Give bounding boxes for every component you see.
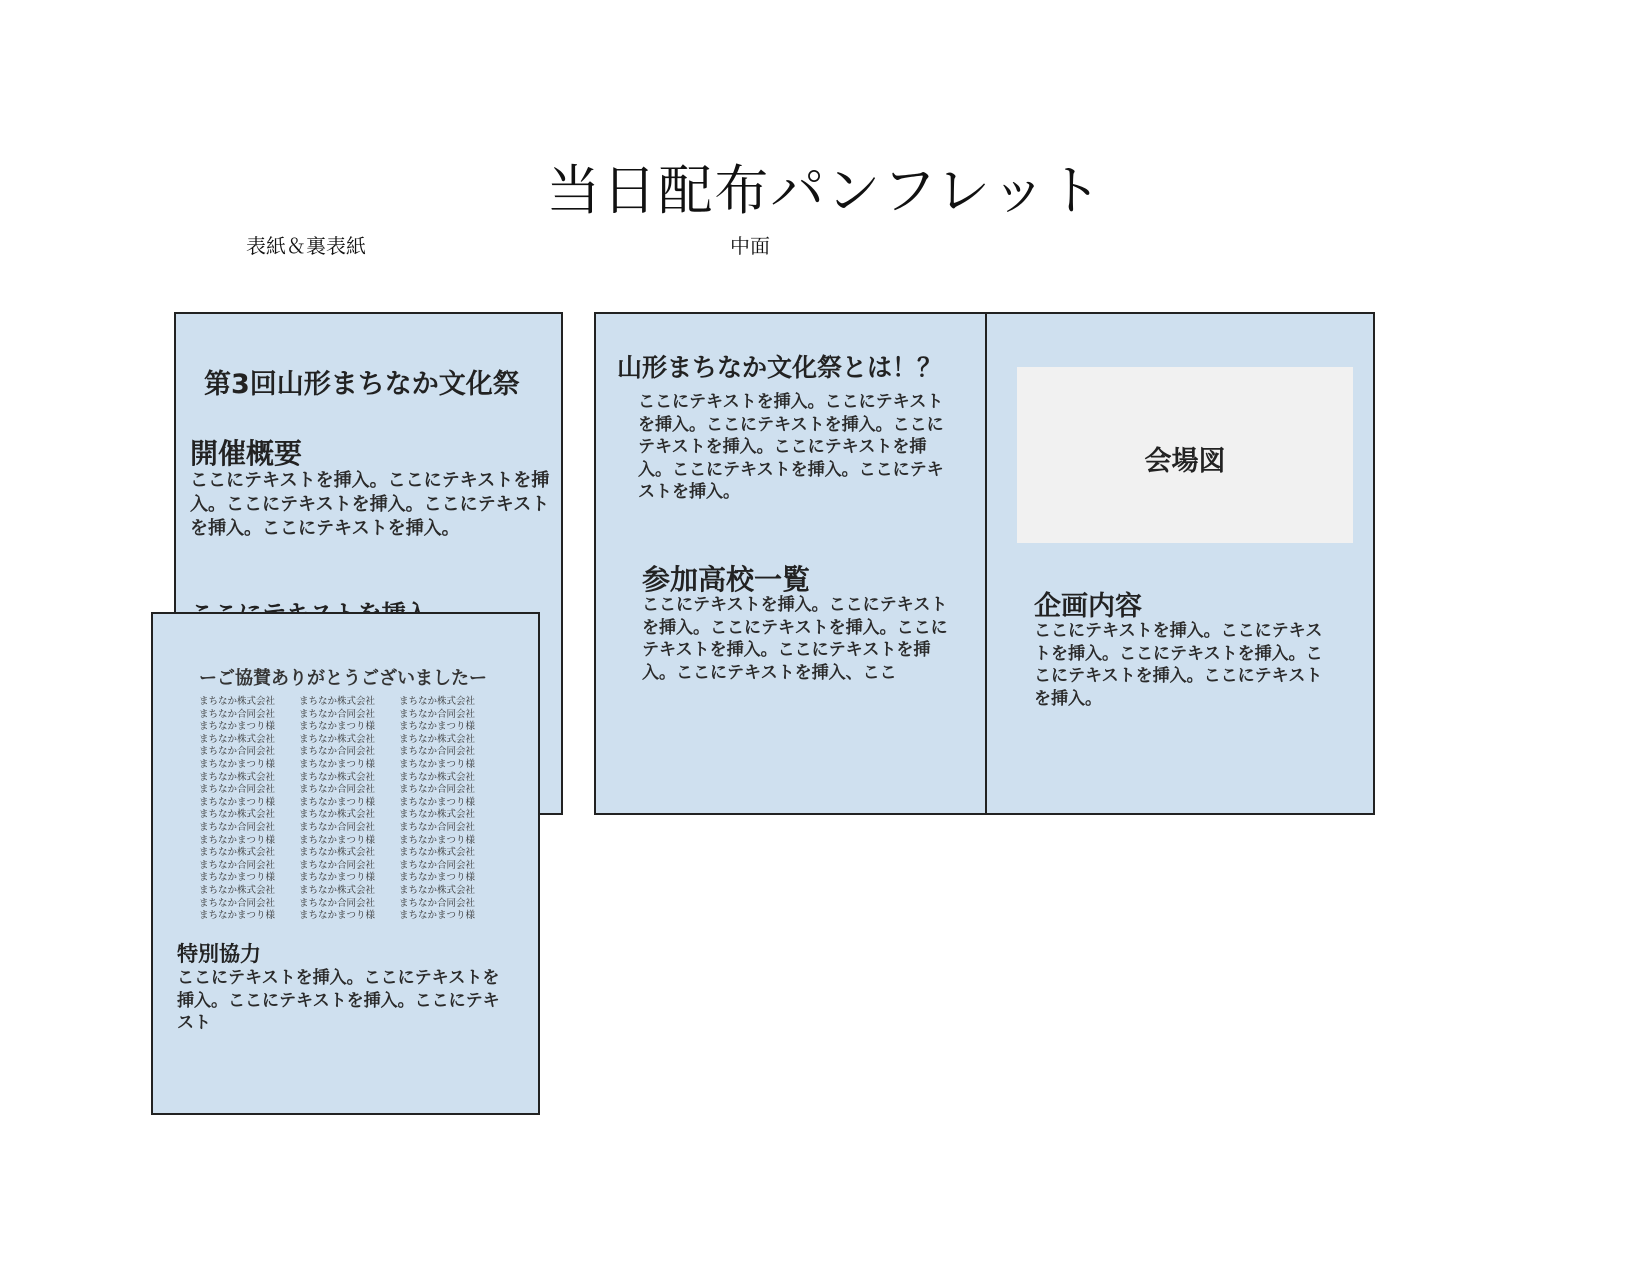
sponsor-name: まちなかまつり様 xyxy=(299,721,376,733)
sponsor-name: まちなか合同会社 xyxy=(299,784,376,796)
sponsor-name: まちなかまつり様 xyxy=(399,796,476,808)
sponsor-name: まちなか株式会社 xyxy=(399,884,476,896)
sponsor-name: まちなかまつり様 xyxy=(399,872,476,884)
sponsor-name: まちなか合同会社 xyxy=(299,897,376,909)
overview-text: ここにテキストを挿入。ここにテキストを挿入。ここにテキストを挿入。ここにテキストを挿入。ここにテキストを挿入。 xyxy=(190,470,550,539)
sponsor-name: まちなかまつり様 xyxy=(199,834,276,846)
sponsor-name: まちなか株式会社 xyxy=(299,809,376,821)
sponsor-name: まちなか合同会社 xyxy=(399,897,476,909)
sponsor-name: まちなか株式会社 xyxy=(199,809,276,821)
sponsor-name: まちなかまつり様 xyxy=(399,910,476,922)
sponsor-name: まちなか株式会社 xyxy=(199,696,276,707)
schools-text: ここにテキストを挿入。ここにテキストを挿入。ここにテキストを挿入。ここにテキストを挿入。ここにテキストを挿入。ここにテキストを挿入、ここ xyxy=(642,595,948,683)
sponsor-name: まちなか合同会社 xyxy=(299,708,376,720)
fold-line xyxy=(985,314,987,813)
sponsor-name: まちなか株式会社 xyxy=(399,696,476,707)
sponsor-name: まちなかまつり様 xyxy=(199,721,276,733)
schools-heading: 参加高校一覧 xyxy=(642,563,811,596)
sponsor-name: まちなかまつり様 xyxy=(299,834,376,846)
sponsor-name: まちなか合同会社 xyxy=(399,784,476,796)
sponsor-name: まちなかまつり様 xyxy=(299,796,376,808)
sponsor-name: まちなか合同会社 xyxy=(399,821,476,833)
sponsor-name: まちなか株式会社 xyxy=(299,733,376,745)
sponsor-name: まちなか合同会社 xyxy=(199,821,276,833)
program-text: ここにテキストを挿入。ここにテキストを挿入。ここにテキストを挿入。ここにテキストを挿入。ここにテキストを挿入。 xyxy=(1034,621,1323,709)
sponsor-name: まちなか株式会社 xyxy=(199,771,276,783)
sponsor-name: まちなかまつり様 xyxy=(299,758,376,770)
sponsor-name: まちなか合同会社 xyxy=(199,859,276,871)
about-heading: 山形まちなか文化祭とは！？ xyxy=(617,353,943,382)
sponsor-name: まちなか合同会社 xyxy=(199,746,276,758)
inside-label: 中面 xyxy=(730,234,770,258)
sponsor-name: まちなか株式会社 xyxy=(399,809,476,821)
sponsor-name: まちなか合同会社 xyxy=(399,746,476,758)
sponsor-name: まちなか合同会社 xyxy=(199,897,276,909)
venue-map-placeholder xyxy=(1017,367,1353,543)
sponsor-name: まちなかまつり様 xyxy=(399,721,476,733)
sponsor-grid xyxy=(199,696,499,923)
page-title: 当日配布パンフレット xyxy=(546,159,1104,222)
sponsor-name: まちなか株式会社 xyxy=(299,847,376,859)
sponsor-name: まちなかまつり様 xyxy=(399,758,476,770)
sponsor-name: まちなか株式会社 xyxy=(399,733,476,745)
thanks-heading: ーご協賛ありがとうございましたー xyxy=(199,668,487,689)
venue-map-label: 会場図 xyxy=(1144,446,1226,477)
special-heading: 特別協力 xyxy=(177,942,261,966)
sponsor-name: まちなか合同会社 xyxy=(399,859,476,871)
sponsor-name: まちなかまつり様 xyxy=(399,834,476,846)
sponsor-name: まちなか株式会社 xyxy=(299,884,376,896)
inside-spread xyxy=(594,312,1375,815)
sponsor-name: まちなか株式会社 xyxy=(299,696,376,707)
about-text: ここにテキストを挿入。ここにテキストを挿入。ここにテキストを挿入。ここにテキストを挿入。ここにテキストを挿入。ここにテキストを挿入。ここにテキストを挿入。 xyxy=(638,392,944,502)
sponsor-name: まちなか株式会社 xyxy=(399,771,476,783)
sponsor-name: まちなかまつり様 xyxy=(199,758,276,770)
sponsor-name: まちなかまつり様 xyxy=(199,910,276,922)
sponsor-name: まちなか株式会社 xyxy=(199,847,276,859)
sponsor-name: まちなか合同会社 xyxy=(299,821,376,833)
sponsor-name: まちなかまつり様 xyxy=(199,872,276,884)
sponsor-name: まちなか合同会社 xyxy=(199,784,276,796)
sponsor-name: まちなか株式会社 xyxy=(299,771,376,783)
sponsor-name: まちなか株式会社 xyxy=(199,884,276,896)
festival-title: 第3回山形まちなか文化祭 xyxy=(204,369,520,400)
sponsor-name: まちなかまつり様 xyxy=(299,872,376,884)
sponsor-name: まちなか合同会社 xyxy=(199,708,276,720)
sponsor-name: まちなか合同会社 xyxy=(299,859,376,871)
sponsor-name: まちなかまつり様 xyxy=(199,796,276,808)
special-text: ここにテキストを挿入。ここにテキストを挿入。ここにテキストを挿入。ここにテキスト xyxy=(177,968,500,1033)
sponsor-name: まちなか株式会社 xyxy=(199,733,276,745)
overview-heading: 開催概要 xyxy=(190,437,303,470)
back-cover-panel xyxy=(151,612,540,1115)
program-heading: 企画内容 xyxy=(1034,591,1142,622)
sponsor-name: まちなかまつり様 xyxy=(299,910,376,922)
sponsor-name: まちなか合同会社 xyxy=(399,708,476,720)
cover-label: 表紙＆裏表紙 xyxy=(246,234,366,258)
sponsor-name: まちなか合同会社 xyxy=(299,746,376,758)
sponsor-name: まちなか株式会社 xyxy=(399,847,476,859)
